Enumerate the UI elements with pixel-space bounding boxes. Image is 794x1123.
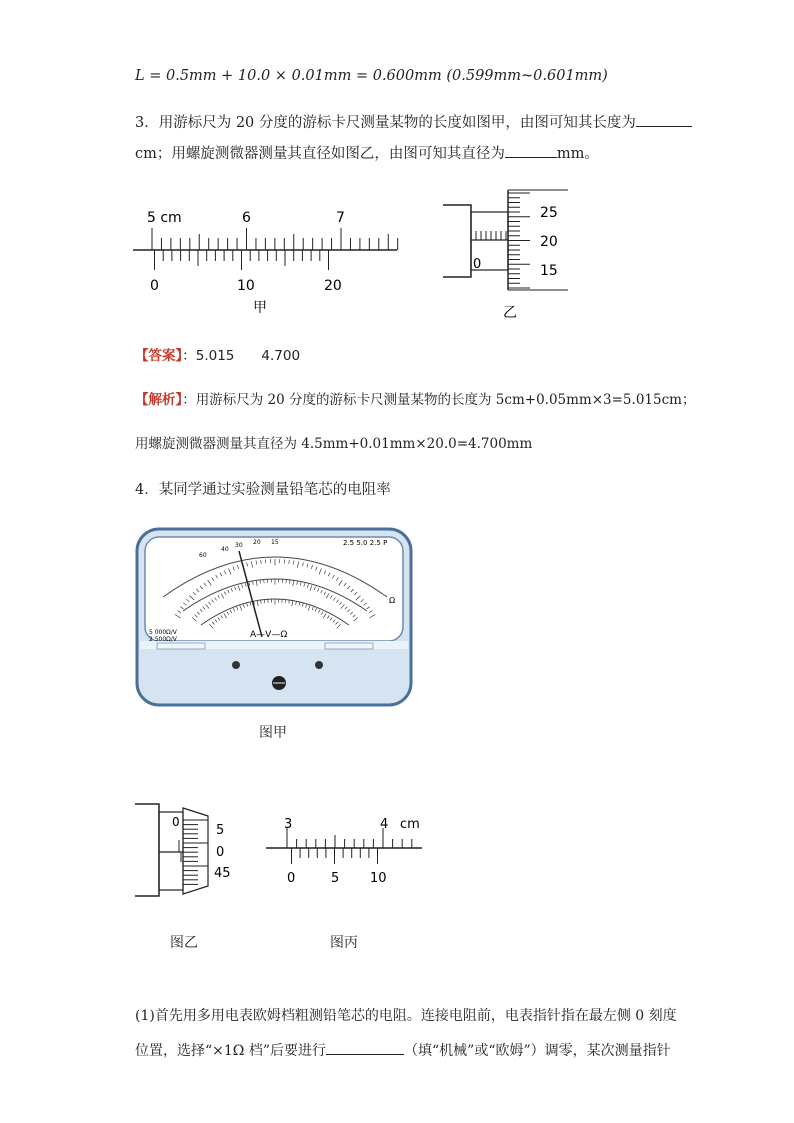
ruler-label-3: 3: [284, 817, 293, 832]
ruler-caption: 图丙: [330, 935, 358, 951]
ruler-vernier-label-10: 10: [370, 871, 387, 886]
micrometer-label-25: 25: [540, 205, 558, 221]
q4-part1-blank[interactable]: [326, 1040, 404, 1055]
micrometer-frame: [443, 205, 471, 277]
q4-part1-text-a: 位置，选择“×1Ω 档”后要进行: [135, 1043, 327, 1059]
ruler-main-scale: [287, 828, 412, 848]
vernier-caliper-figure: [125, 200, 410, 320]
micrometer2-figure: [130, 800, 245, 900]
micrometer-label-20: 20: [540, 234, 558, 250]
micrometer-sleeve-label-0: 0: [473, 257, 482, 272]
meter-right-slot: [325, 643, 373, 649]
micrometer-thimble-ticks: [508, 190, 568, 290]
q4-part1-line1: (1)首先用多用电表欧姆档粗测铅笔芯的电阻。连接电阻前，电表指针指在最左侧 0 刻度: [135, 1008, 677, 1024]
caliper-main-label-6: 6: [242, 210, 251, 226]
micrometer2-caption: 图乙: [170, 935, 198, 951]
meter-label-60: 60: [199, 552, 207, 559]
meter-label-30: 30: [235, 542, 243, 549]
caliper-vernier-label-0: 0: [150, 278, 159, 294]
caliper-main-scale: [152, 228, 398, 250]
q3-line1: [135, 112, 692, 133]
q4-title: 4．某同学通过实验测量铅笔芯的电阻率: [135, 482, 391, 498]
caliper-caption: 甲: [253, 300, 267, 316]
micrometer-figure: [438, 185, 578, 320]
ruler-vernier-scale: [292, 848, 378, 864]
meter-right-screw: [315, 661, 323, 669]
micrometer-caption: 乙: [503, 305, 517, 320]
meter-face: [145, 537, 403, 641]
meter-left-screw: [232, 661, 240, 669]
analysis-line2: 用螺旋测微器测量其直径为 4.5mm+0.01mm×20.0=4.700mm: [135, 436, 533, 452]
micrometer2-label-0: 0: [216, 845, 225, 860]
q4-part1-line2: [135, 1040, 671, 1061]
answer-text: ：5.015 4.700: [182, 348, 301, 364]
q3-blank-length[interactable]: [636, 112, 692, 127]
caliper-main-label-7: 7: [336, 210, 345, 226]
micrometer2-label-45: 45: [214, 866, 231, 881]
q3-blank-diameter[interactable]: [505, 143, 557, 158]
meter-label-15: 15: [271, 539, 279, 546]
analysis-tag: 【解析】: [135, 392, 183, 408]
ruler-vernier-label-0: 0: [287, 871, 296, 886]
micrometer-sleeve-ticks: [476, 231, 506, 240]
meter-label-20: 20: [253, 539, 261, 546]
micrometer-label-15: 15: [540, 263, 558, 279]
multimeter-figure: [135, 527, 415, 707]
ruler-figure: [262, 812, 427, 892]
answer-line: [135, 346, 300, 366]
meter-avo-label: A—V—Ω: [250, 630, 288, 640]
meter-sensitivity-2: 2 500Ω/V: [149, 636, 177, 643]
micrometer2-label-5: 5: [216, 823, 225, 838]
q3-line2: [135, 143, 599, 164]
q3-line1-text: 3．用游标尺为 20 分度的游标卡尺测量某物的长度如图甲，由图可知其长度为: [135, 115, 636, 131]
meter-ohm-symbol: Ω: [389, 596, 396, 605]
ruler-label-cm: cm: [400, 817, 420, 832]
caliper-vernier-label-20: 20: [324, 278, 342, 294]
caliper-main-label-5cm: 5 cm: [147, 210, 182, 226]
meter-caption: 图甲: [259, 725, 287, 741]
micrometer2-thimble: [183, 808, 208, 894]
caliper-vernier-scale: [155, 250, 329, 270]
micrometer2-sleeve-label-0: 0: [172, 815, 180, 829]
ruler-label-4: 4: [380, 817, 389, 832]
q4-part1-text-b: （填“机械”或“欧姆”）调零，某次测量指针: [404, 1043, 671, 1059]
analysis-text1: ：用游标尺为 20 分度的游标卡尺测量某物的长度为 5cm+0.05mm×3=5.015cm；: [182, 392, 696, 408]
meter-sensitivity-1: 5 000Ω/V: [149, 629, 177, 636]
q3-line2-unit: mm。: [556, 146, 599, 162]
analysis-line1: [135, 390, 695, 410]
meter-label-40: 40: [221, 546, 229, 553]
micrometer2-sleeve-ticks: [179, 840, 181, 862]
micrometer2-thimble-ticks: [183, 820, 208, 884]
micrometer2-frame: [135, 804, 159, 896]
meter-corner-label: 2.5 5.0 2.5 P: [343, 539, 388, 547]
q3-line2-text: cm；用螺旋测微器测量其直径如图乙，由图可知其直径为: [135, 146, 505, 162]
formula-line: L = 0.5mm + 10.0 × 0.01mm = 0.600mm (0.599mm~0.601mm): [135, 68, 608, 84]
ruler-vernier-label-5: 5: [331, 871, 340, 886]
meter-left-slot: [157, 643, 205, 649]
caliper-vernier-label-10: 10: [237, 278, 255, 294]
answer-tag: 【答案】: [135, 348, 183, 364]
